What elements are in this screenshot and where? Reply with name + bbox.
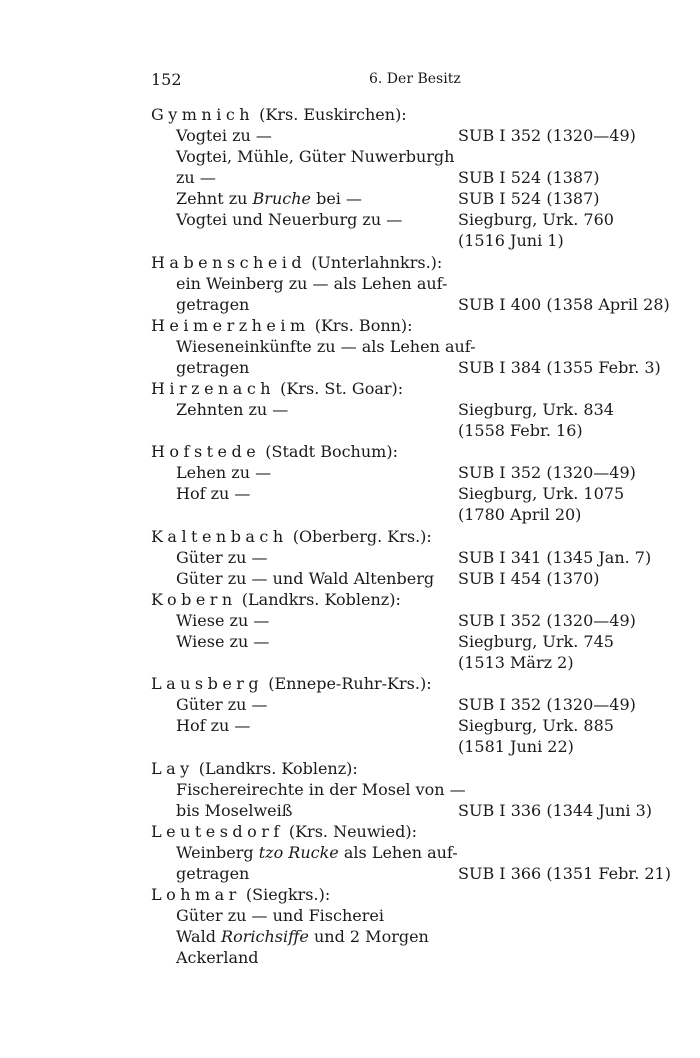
entry-heading (151, 104, 407, 125)
source-date: (1780 April 20) (458, 505, 582, 524)
entry-heading (151, 758, 358, 779)
place-name: Heimerzheim (151, 316, 310, 335)
source-ref: SUB I 352 (1320—49) (458, 695, 636, 714)
source-ref: Siegburg, Urk. 885 (458, 716, 614, 735)
holding-text: Fischereirechte in der Mosel von — (176, 780, 466, 799)
place-name: Hirzenach (151, 379, 276, 398)
district: (Krs. Euskirchen): (259, 105, 407, 124)
place-name: Kaltenbach (151, 527, 288, 546)
source-ref: SUB I 341 (1345 Jan. 7) (458, 548, 652, 567)
entry-heading (151, 526, 432, 547)
holding-text: Güter zu — (176, 695, 268, 714)
text-segment: bei — (310, 189, 362, 208)
source-ref: Siegburg, Urk. 745 (458, 632, 614, 651)
holding-text: Ackerland (176, 948, 259, 967)
entry-heading (151, 884, 330, 905)
source-date: (1558 Febr. 16) (458, 421, 583, 440)
entry-heading (151, 378, 403, 399)
holding-text: Lehen zu — (176, 463, 272, 482)
holding-text: Güter zu — (176, 548, 268, 567)
source-ref: SUB I 352 (1320—49) (458, 611, 636, 630)
district: (Unterlahnkrs.): (311, 253, 443, 272)
source-date: (1513 März 2) (458, 653, 574, 672)
entry-heading (151, 821, 417, 842)
page-number: 152 (151, 70, 182, 89)
holding-text: bis Moselweiß (176, 801, 293, 820)
place-name: Hofstede (151, 442, 261, 461)
district: (Krs. Bonn): (314, 316, 413, 335)
source-ref: Siegburg, Urk. 1075 (458, 484, 625, 503)
holding-text: Hof zu — (176, 484, 251, 503)
source-ref: SUB I 366 (1351 Febr. 21) (458, 864, 671, 883)
text-segment: und 2 Morgen (308, 927, 429, 946)
district: (Krs. St. Goar): (280, 379, 404, 398)
source-ref: SUB I 524 (1387) (458, 168, 600, 187)
source-ref: SUB I 454 (1370) (458, 569, 600, 588)
district: (Ennepe-Ruhr-Krs.): (268, 674, 432, 693)
source-ref: SUB I 524 (1387) (458, 189, 600, 208)
running-title: 6. Der Besitz (369, 71, 461, 87)
place-name: Habenscheid (151, 253, 307, 272)
place-name: Lay (151, 759, 194, 778)
source-date: (1581 Juni 22) (458, 737, 574, 756)
text-segment: Weinberg (176, 843, 259, 862)
source-ref: SUB I 352 (1320—49) (458, 463, 636, 482)
place-name: Lohmar (151, 885, 241, 904)
source-date: (1516 Juni 1) (458, 231, 564, 250)
entry-heading (151, 673, 432, 694)
source-ref: Siegburg, Urk. 760 (458, 210, 614, 229)
holding-text: Wiese zu — (176, 632, 270, 651)
italic-place-name: tzo Rucke (258, 843, 339, 862)
holding-text: Hof zu — (176, 716, 251, 735)
holding-text (176, 842, 458, 863)
source-ref: SUB I 384 (1355 Febr. 3) (458, 358, 661, 377)
holding-text: Vogtei und Neuerburg zu — (176, 210, 403, 229)
holding-text: Vogtei zu — (176, 126, 272, 145)
holding-text: Güter zu — und Fischerei (176, 906, 384, 925)
italic-place-name: Bruche (252, 189, 311, 208)
text-segment: als Lehen auf- (338, 843, 458, 862)
holding-text: getragen (176, 864, 250, 883)
entry-heading (151, 441, 398, 462)
holding-text: getragen (176, 295, 250, 314)
entry-heading (151, 252, 442, 273)
district: (Krs. Neuwied): (288, 822, 418, 841)
holding-text: Güter zu — und Wald Altenberg (176, 569, 435, 588)
source-ref: SUB I 336 (1344 Juni 3) (458, 801, 653, 820)
holding-text: zu — (176, 168, 216, 187)
holding-text: ein Weinberg zu — als Lehen auf- (176, 274, 448, 293)
place-name: Leutesdorf (151, 822, 284, 841)
district: (Stadt Bochum): (265, 442, 398, 461)
district: (Landkrs. Koblenz): (198, 759, 358, 778)
entry-heading (151, 315, 413, 336)
district: (Landkrs. Koblenz): (241, 590, 401, 609)
holding-text (176, 926, 429, 947)
source-ref: SUB I 352 (1320—49) (458, 126, 636, 145)
text-segment: Zehnt zu (176, 189, 253, 208)
text-segment: Wald (176, 927, 222, 946)
holding-text (176, 188, 362, 209)
holding-text: Vogtei, Mühle, Güter Nuwerburgh (176, 147, 455, 166)
district: (Oberberg. Krs.): (292, 527, 432, 546)
place-name: Gymnich (151, 105, 255, 124)
italic-place-name: Rorichsiffe (221, 927, 309, 946)
holding-text: getragen (176, 358, 250, 377)
holding-text: Wiese zu — (176, 611, 270, 630)
source-ref: Siegburg, Urk. 834 (458, 400, 614, 419)
source-ref: SUB I 400 (1358 April 28) (458, 295, 670, 314)
entry-heading (151, 589, 401, 610)
holding-text: Wieseneinkünfte zu — als Lehen auf- (176, 337, 476, 356)
place-name: Kobern (151, 590, 237, 609)
district: (Siegkrs.): (245, 885, 331, 904)
place-name: Lausberg (151, 674, 264, 693)
holding-text: Zehnten zu — (176, 400, 289, 419)
